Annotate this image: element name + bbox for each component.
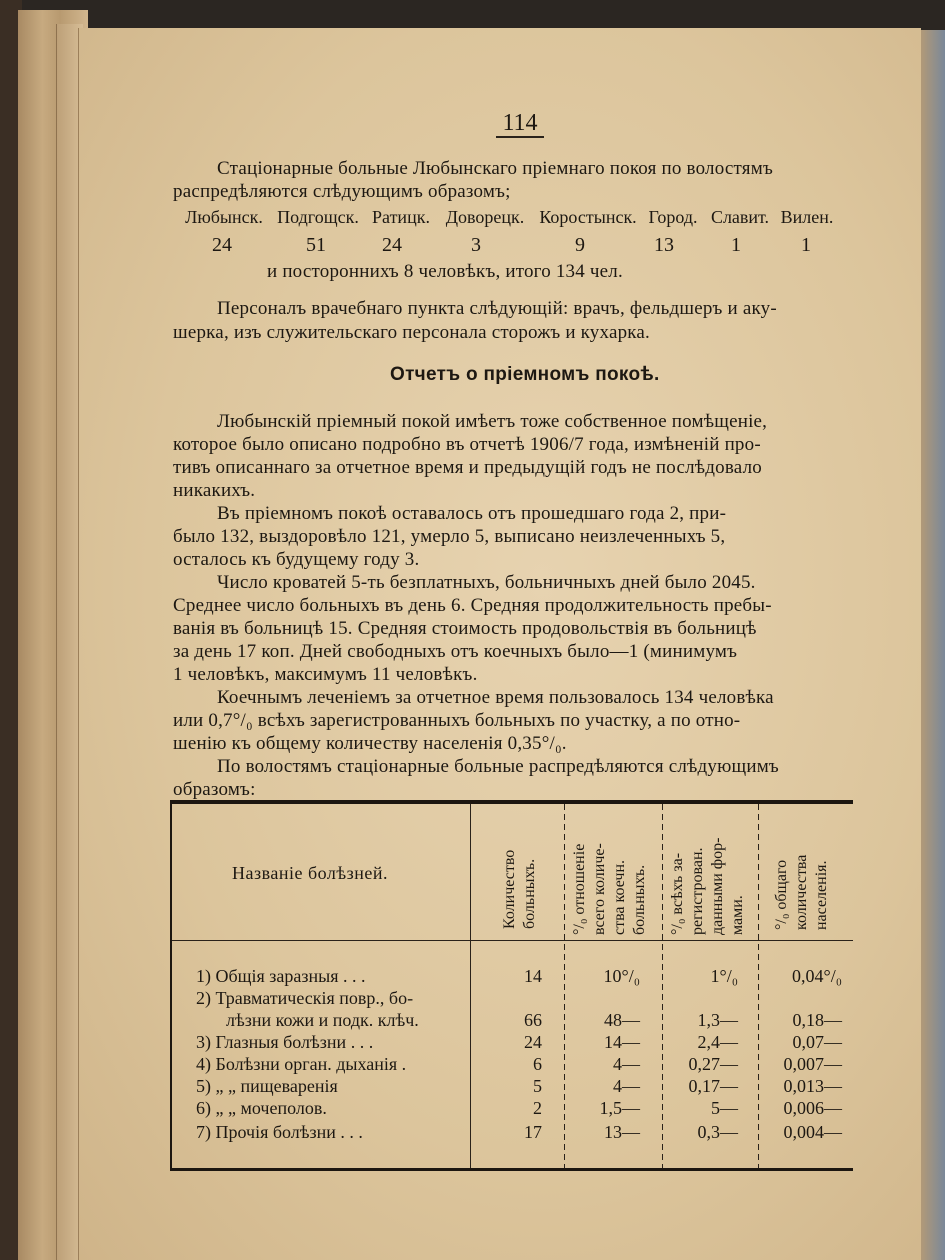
district-name: Любынск.	[185, 207, 263, 227]
para1-line2: распредѣляются слѣдующимъ образомъ;	[173, 181, 511, 202]
header-pct-registered: °/₀ всѣхъ за- регистрован. данными фор- мами.	[669, 837, 746, 935]
district-count: 1	[731, 234, 741, 256]
districts-total: и постороннихъ 8 человѣкъ, итого 134 чел.	[267, 261, 623, 282]
district-name: Подгощск.	[277, 207, 359, 227]
para3-line1: Любынскiй прiемный покой имѣетъ тоже собственное помѣщенiе,	[217, 411, 768, 432]
table-cell-pct-population: 0,013—	[783, 1076, 842, 1096]
para6-line2: или 0,7°/₀ всѣхъ зарегистрованныхъ больныхъ по участку, а по отно-	[173, 710, 741, 731]
district-count: 1	[801, 234, 811, 256]
table-cell-pct-population: 0,006—	[783, 1098, 842, 1118]
para3-line4: никакихъ.	[173, 480, 256, 501]
table-cell-pct-registered: 0,3—	[697, 1122, 738, 1142]
table-row-name: 3) Глазныя болѣзни . . .	[196, 1032, 374, 1052]
header-count: Количество больныхъ.	[501, 849, 538, 929]
district-count: 3	[471, 234, 481, 256]
section-heading: Отчетъ о прiемномъ покоѣ.	[390, 364, 660, 385]
table-cell-pct-beds: 4—	[613, 1054, 640, 1074]
table-row-name-cont: лѣзни кожи и подк. клѣч.	[226, 1010, 419, 1030]
para4-line3: осталось къ будущему году 3.	[173, 549, 420, 570]
table-row-name: 5) „ „ пищеваренiя	[196, 1076, 338, 1096]
table-cell-pct-population: 0,18—	[792, 1010, 842, 1030]
para4-line2: было 132, выздоровѣло 121, умерло 5, выписано неизлеченныхъ 5,	[173, 526, 726, 547]
table-divider	[470, 804, 471, 1168]
table-cell-pct-registered: 0,17—	[688, 1076, 738, 1096]
para5-line1: Число кроватей 5-ть безплатныхъ, больничныхъ дней было 2045.	[217, 572, 756, 593]
table-cell-count: 66	[524, 1010, 542, 1030]
district-name: Коростынск.	[539, 207, 637, 227]
table-cell-pct-beds: 4—	[613, 1076, 640, 1096]
para5-line2: Среднее число больныхъ въ день 6. Средняя продолжительность пребы-	[173, 595, 772, 616]
table-cell-pct-population: 0,04°/₀	[792, 966, 842, 986]
para2-line1: Персоналъ врачебнаго пункта слѣдующiй: врачъ, фельдшеръ и аку-	[217, 298, 777, 319]
book-right-edge	[920, 30, 945, 1260]
district-count: 9	[575, 234, 585, 256]
para5-line5: 1 человѣкъ, максимумъ 11 человѣкъ.	[173, 664, 478, 685]
para6-line3: шенiю къ общему количеству населенiя 0,35°/₀.	[173, 733, 567, 754]
para4-line1: Въ прiемномъ покоѣ оставалось отъ прошедшаго года 2, при-	[217, 503, 727, 524]
table-cell-pct-registered: 1,3—	[697, 1010, 738, 1030]
district-count: 24	[212, 234, 232, 256]
district-name: Город.	[648, 207, 698, 227]
header-pct-population: °/₀ общаго количества населенiя.	[773, 854, 830, 930]
table-cell-count: 14	[524, 966, 542, 986]
table-row-name: 6) „ „ мочеполов.	[196, 1098, 327, 1118]
district-count: 51	[306, 234, 326, 256]
table-cell-pct-beds: 13—	[604, 1122, 640, 1142]
table-cell-count: 24	[524, 1032, 542, 1052]
table-cell-pct-registered: 2,4—	[697, 1032, 738, 1052]
table-cell-pct-registered: 5—	[711, 1098, 738, 1118]
para6-line1: Коечнымъ леченiемъ за отчетное время пользовалось 134 человѣка	[217, 687, 774, 708]
header-pct-beds: °/₀ отношенiе всего количе- ства коечн. больныхъ.	[571, 843, 648, 935]
table-header-rule	[172, 940, 853, 941]
para1-line1: Стацiонарные больные Любынскаго прiемнаго покоя по волостямъ	[217, 158, 773, 179]
district-count: 13	[654, 234, 674, 256]
district-name: Славит.	[710, 207, 770, 227]
para3-line2: которое было описано подробно въ отчетѣ 1906/7 года, измѣненiй про-	[173, 434, 761, 455]
table-row-name: 2) Травматическiя повр., бо-	[196, 988, 414, 1008]
table-cell-pct-population: 0,007—	[783, 1054, 842, 1074]
header-disease-name: Названiе болѣзней.	[232, 863, 389, 883]
para2-line2: шерка, изъ служительскаго персонала сторожъ и кухарка.	[173, 322, 651, 343]
table-cell-pct-beds: 48—	[604, 1010, 640, 1030]
table-cell-count: 2	[533, 1098, 542, 1118]
table-row-name: 4) Болѣзни орган. дыханiя .	[196, 1054, 407, 1074]
table-cell-pct-population: 0,07—	[792, 1032, 842, 1052]
district-name: Вилен.	[780, 207, 834, 227]
table-row-name: 7) Прочiя болѣзни . . .	[196, 1122, 363, 1142]
table-cell-pct-registered: 1°/₀	[710, 966, 738, 986]
para7-line1: По волостямъ стацiонарные больные распредѣляются слѣдующимъ	[217, 756, 779, 777]
table-cell-pct-beds: 10°/₀	[603, 966, 640, 986]
table-cell-pct-registered: 0,27—	[688, 1054, 738, 1074]
page-number: 114	[502, 110, 538, 136]
para7-line2: образомъ:	[173, 779, 256, 800]
table-cell-count: 6	[533, 1054, 542, 1074]
page-number-rule	[496, 136, 544, 138]
table-row-name: 1) Общiя заразныя . . .	[196, 966, 366, 986]
table-cell-pct-beds: 14—	[604, 1032, 640, 1052]
district-count: 24	[382, 234, 402, 256]
table-cell-count: 17	[524, 1122, 542, 1142]
para5-line4: за день 17 коп. Дней свободныхъ отъ коечныхъ было—1 (минимумъ	[173, 641, 738, 662]
disease-table	[170, 800, 853, 1171]
table-cell-count: 5	[533, 1076, 542, 1096]
table-cell-pct-beds: 1,5—	[599, 1098, 640, 1118]
para5-line3: ванiя въ больницѣ 15. Средняя стоимость продовольствiя въ больницѣ	[173, 618, 757, 639]
para3-line3: тивъ описаннаго за отчетное время и предыдущiй годъ не послѣдовало	[173, 457, 762, 478]
district-name: Доворецк.	[445, 207, 525, 227]
table-cell-pct-population: 0,004—	[783, 1122, 842, 1142]
district-name: Ратицк.	[372, 207, 430, 227]
